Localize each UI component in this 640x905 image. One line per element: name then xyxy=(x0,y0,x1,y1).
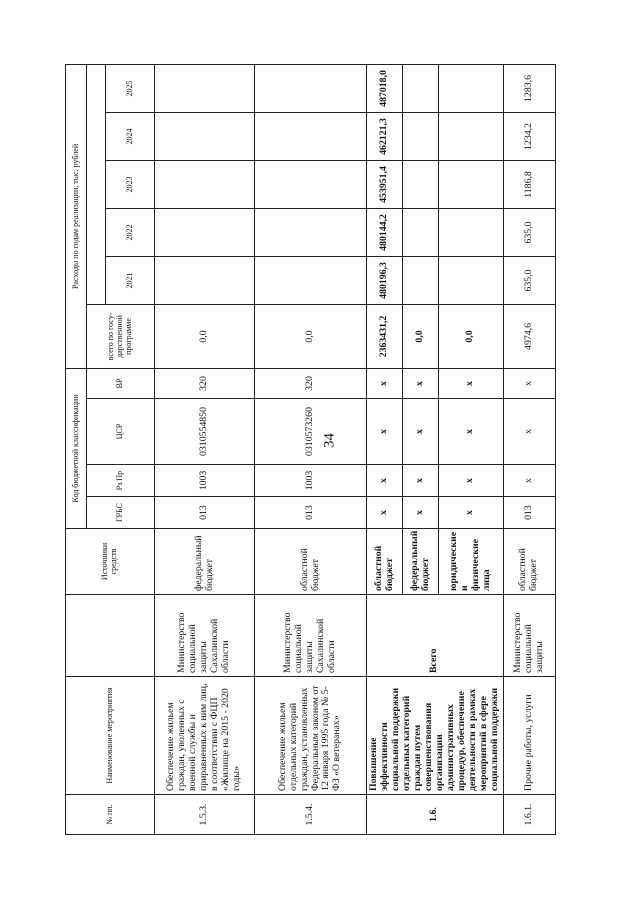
table-row xyxy=(367,64,403,834)
row-total: 0,0 xyxy=(439,304,504,368)
row-year-value xyxy=(439,160,504,208)
row-number: 1.5.3. xyxy=(155,795,255,835)
row-rzpr: 1003 xyxy=(155,465,255,497)
row-year-value xyxy=(439,64,504,112)
row-source: областной бюджет xyxy=(367,529,403,595)
row-source: областной бюджет xyxy=(503,529,555,595)
row-year-value xyxy=(255,160,367,208)
row-year-value xyxy=(155,256,255,304)
rotated-table-region xyxy=(65,65,575,835)
row-grbs: 013 xyxy=(503,497,555,529)
row-csr: х xyxy=(367,399,403,465)
row-year-value xyxy=(403,112,439,160)
row-year-value: 487018,0 xyxy=(367,64,403,112)
row-year-value xyxy=(255,64,367,112)
row-vr: х xyxy=(367,368,403,398)
header-year: 2025 xyxy=(106,64,155,112)
row-year-value xyxy=(255,112,367,160)
row-total: 0,0 xyxy=(155,304,255,368)
header-year: 2023 xyxy=(106,160,155,208)
header-code-group: Код бюджетной классификации xyxy=(66,368,87,528)
row-year-value xyxy=(155,64,255,112)
row-source: федеральный бюджет xyxy=(403,529,439,595)
row-year-value: 453951,4 xyxy=(367,160,403,208)
row-rzpr: 1003 xyxy=(255,465,367,497)
row-number: 1.6. xyxy=(367,795,504,835)
table-row xyxy=(503,64,555,834)
row-total: 0,0 xyxy=(403,304,439,368)
row-rzpr: х xyxy=(439,465,504,497)
row-number: 1.6.1. xyxy=(503,795,555,835)
row-csr: 0310573260 xyxy=(255,399,367,465)
row-year-value: 635,0 xyxy=(503,256,555,304)
row-source: юридические и физические лица xyxy=(439,529,504,595)
header-total: всего по госу-дарственной программе xyxy=(87,304,155,368)
row-vr: 320 xyxy=(155,368,255,398)
budget-table xyxy=(65,64,556,835)
header-executor xyxy=(66,595,155,677)
row-total: 2363431,2 xyxy=(367,304,403,368)
row-year-value: 1283,6 xyxy=(503,64,555,112)
row-rzpr: х xyxy=(367,465,403,497)
row-csr: 0310554850 xyxy=(155,399,255,465)
row-grbs: х xyxy=(367,497,403,529)
row-grbs: х xyxy=(439,497,504,529)
row-year-value: 635,0 xyxy=(503,208,555,256)
row-csr: х xyxy=(503,399,555,465)
table-row xyxy=(155,64,255,834)
row-total: 0,0 xyxy=(255,304,367,368)
table-row xyxy=(255,64,367,834)
header-years-gap xyxy=(87,64,106,304)
page-number: 34 xyxy=(321,433,338,448)
header-year: 2022 xyxy=(106,208,155,256)
row-year-value xyxy=(403,64,439,112)
row-rzpr: х xyxy=(403,465,439,497)
row-vr: х xyxy=(503,368,555,398)
row-name: Прочие работы, услуги xyxy=(503,677,555,795)
header-year: 2021 xyxy=(106,256,155,304)
header-expenses-group: Расходы по годам реализации, тыс. рублей xyxy=(66,64,87,368)
row-total: 4974,6 xyxy=(503,304,555,368)
row-year-value: 480196,3 xyxy=(367,256,403,304)
row-year-value xyxy=(255,208,367,256)
row-year-value: 1234,2 xyxy=(503,112,555,160)
row-rzpr: х xyxy=(503,465,555,497)
row-year-value: 1186,8 xyxy=(503,160,555,208)
row-year-value: 462121,3 xyxy=(367,112,403,160)
header-source: Источники средств xyxy=(66,529,155,595)
header-year: 2024 xyxy=(106,112,155,160)
row-year-value xyxy=(439,112,504,160)
row-year-value xyxy=(439,208,504,256)
row-executor: Министерство социальной защиты xyxy=(503,595,555,677)
row-year-value xyxy=(155,160,255,208)
row-number: 1.5.4. xyxy=(255,795,367,835)
row-vr: х xyxy=(403,368,439,398)
row-year-value xyxy=(439,256,504,304)
row-year-value: 480144,2 xyxy=(367,208,403,256)
row-year-value xyxy=(155,208,255,256)
header-grbs: ГРБС xyxy=(87,497,155,529)
row-year-value xyxy=(403,160,439,208)
row-executor: Всего xyxy=(367,595,504,677)
row-name: Повышение эффективности социальной поддержки отдельных категорий граждан путем совершенствования организации административных процедур, обеспечение деятельности в рамках мероприятий в сфере социальной поддержки xyxy=(367,677,504,795)
header-csr: ЦСР xyxy=(87,399,155,465)
row-name: Обеспечение жильем граждан, уволенных с военной службы и приравненных к ним лиц, в соответствии с ФЦП «Жилище на 2015 - 2020 годы» xyxy=(155,677,255,795)
row-year-value xyxy=(403,256,439,304)
row-name: Обеспечение жильем отдельных категорий граждан, установленных Федеральным законом от 12 января 1995 года № 5-ФЗ «О ветеранах» xyxy=(255,677,367,795)
row-year-value xyxy=(403,208,439,256)
row-vr: х xyxy=(439,368,504,398)
row-source: областной бюджет xyxy=(255,529,367,595)
row-executor: Министерство социальной защиты Сахалинской области xyxy=(155,595,255,677)
header-no: № пп. xyxy=(66,795,155,835)
header-name: Наименование мероприятия xyxy=(66,677,155,795)
row-csr: х xyxy=(439,399,504,465)
row-year-value xyxy=(255,256,367,304)
header-vr: ВР xyxy=(87,368,155,398)
row-source: федеральный бюджет xyxy=(155,529,255,595)
row-grbs: х xyxy=(403,497,439,529)
row-csr: х xyxy=(403,399,439,465)
header-rzpr: Рз Пр xyxy=(87,465,155,497)
row-grbs: 013 xyxy=(155,497,255,529)
row-grbs: 013 xyxy=(255,497,367,529)
row-vr: 320 xyxy=(255,368,367,398)
row-executor: Министерство социальной защиты Сахалинской области xyxy=(255,595,367,677)
row-year-value xyxy=(155,112,255,160)
